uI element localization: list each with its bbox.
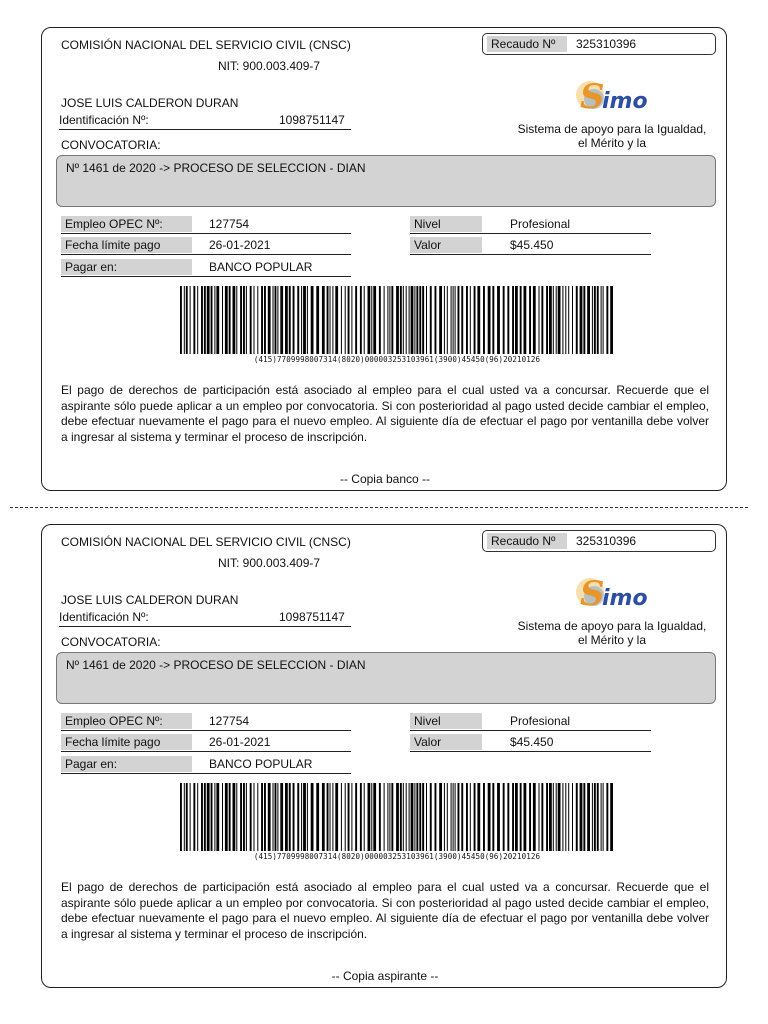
svg-text:S: S bbox=[580, 77, 605, 116]
nivel-field bbox=[410, 216, 651, 234]
institution-name: COMISIÓN NACIONAL DEL SERVICIO CIVIL (CNSC) bbox=[61, 38, 351, 52]
nit-number: NIT: 900.003.409-7 bbox=[218, 556, 321, 570]
payment-slip-bank-copy bbox=[41, 27, 727, 491]
convocatoria-value: Nº 1461 de 2020 -> PROCESO DE SELECCION - DIAN bbox=[66, 161, 366, 175]
recaudo-label: Recaudo Nº bbox=[487, 36, 567, 52]
svg-text:imo: imo bbox=[602, 586, 648, 611]
convocatoria-label: CONVOCATORIA: bbox=[61, 138, 161, 152]
recaudo-box bbox=[482, 530, 716, 552]
system-tagline-2: el Mérito y la bbox=[577, 633, 647, 647]
convocatoria-box bbox=[56, 652, 716, 704]
empleo-value: 127754 bbox=[209, 217, 250, 231]
copy-label: -- Copia banco -- bbox=[339, 472, 431, 486]
nit-number: NIT: 900.003.409-7 bbox=[218, 59, 321, 73]
barcode-text: (415)7709998007314(8020)000003253103961(3900)45450(96)20210126 bbox=[253, 355, 541, 364]
empleo-field bbox=[61, 713, 351, 731]
nivel-label: Nivel bbox=[410, 216, 482, 232]
pagar-value: BANCO POPULAR bbox=[209, 757, 313, 771]
institution-name: COMISIÓN NACIONAL DEL SERVICIO CIVIL (CNSC) bbox=[61, 535, 351, 549]
payment-barcode bbox=[180, 286, 614, 354]
system-tagline-2: el Mérito y la bbox=[577, 136, 647, 150]
pagar-field bbox=[61, 756, 351, 774]
fecha-label: Fecha límite pago bbox=[61, 237, 192, 253]
system-tagline-1: Sistema de apoyo para la Igualdad, bbox=[517, 122, 707, 136]
valor-field bbox=[410, 237, 651, 255]
nivel-field bbox=[410, 713, 651, 731]
barcode-text: (415)7709998007314(8020)000003253103961(3900)45450(96)20210126 bbox=[253, 852, 541, 861]
fecha-value: 26-01-2021 bbox=[209, 735, 271, 749]
fecha-field bbox=[61, 237, 351, 255]
empleo-label: Empleo OPEC Nº: bbox=[61, 713, 192, 729]
cut-line bbox=[10, 507, 748, 508]
identification-label: Identificación Nº: bbox=[59, 610, 149, 624]
svg-text:S: S bbox=[580, 574, 605, 613]
recaudo-box bbox=[482, 33, 716, 55]
valor-value: $45.450 bbox=[510, 238, 554, 252]
empleo-field bbox=[61, 216, 351, 234]
identification-row bbox=[59, 113, 351, 130]
system-tagline-1: Sistema de apoyo para la Igualdad, bbox=[517, 619, 707, 633]
valor-label: Valor bbox=[410, 237, 482, 253]
valor-field bbox=[410, 734, 651, 752]
valor-value: $45.450 bbox=[510, 735, 554, 749]
payment-instructions: El pago de derechos de participación está asociado al empleo para el cual usted va a concursar. Recuerde que el aspirante sólo puede aplicar a un empleo por convocatoria. Si con posterioridad al pago usted decide cambiar el empleo, debe efectuar nuevamente el pago para el nuevo empleo. Al siguiente día de efectuar el pago por ventanilla debe volver a ingresar al sistema y terminar el proceso de inscripción. bbox=[61, 383, 709, 444]
svg-text:imo: imo bbox=[602, 89, 648, 114]
identification-row bbox=[59, 610, 351, 627]
recaudo-number: 325310396 bbox=[576, 534, 637, 548]
payment-slip-applicant-copy bbox=[41, 524, 727, 988]
pagar-value: BANCO POPULAR bbox=[209, 260, 313, 274]
identification-value: 1098751147 bbox=[279, 610, 345, 624]
empleo-label: Empleo OPEC Nº: bbox=[61, 216, 192, 232]
simo-logo bbox=[570, 70, 650, 116]
applicant-name: JOSE LUIS CALDERON DURAN bbox=[61, 593, 239, 607]
fecha-value: 26-01-2021 bbox=[209, 238, 271, 252]
fecha-field bbox=[61, 734, 351, 752]
valor-label: Valor bbox=[410, 734, 482, 750]
pagar-field bbox=[61, 259, 351, 277]
identification-value: 1098751147 bbox=[279, 113, 345, 127]
empleo-value: 127754 bbox=[209, 714, 250, 728]
pagar-label: Pagar en: bbox=[61, 259, 192, 275]
convocatoria-box bbox=[56, 155, 716, 207]
payment-instructions: El pago de derechos de participación está asociado al empleo para el cual usted va a concursar. Recuerde que el aspirante sólo puede aplicar a un empleo por convocatoria. Si con posterioridad al pago usted decide cambiar el empleo, debe efectuar nuevamente el pago para el nuevo empleo. Al siguiente día de efectuar el pago por ventanilla debe volver a ingresar al sistema y terminar el proceso de inscripción. bbox=[61, 880, 709, 941]
pagar-label: Pagar en: bbox=[61, 756, 192, 772]
convocatoria-label: CONVOCATORIA: bbox=[61, 635, 161, 649]
identification-label: Identificación Nº: bbox=[59, 113, 149, 127]
recaudo-label: Recaudo Nº bbox=[487, 533, 567, 549]
nivel-value: Profesional bbox=[510, 217, 571, 231]
convocatoria-value: Nº 1461 de 2020 -> PROCESO DE SELECCION - DIAN bbox=[66, 658, 366, 672]
simo-logo bbox=[570, 567, 650, 613]
copy-label: -- Copia aspirante -- bbox=[331, 969, 439, 983]
nivel-label: Nivel bbox=[410, 713, 482, 729]
nivel-value: Profesional bbox=[510, 714, 571, 728]
fecha-label: Fecha límite pago bbox=[61, 734, 192, 750]
applicant-name: JOSE LUIS CALDERON DURAN bbox=[61, 96, 239, 110]
recaudo-number: 325310396 bbox=[576, 37, 637, 51]
payment-barcode bbox=[180, 783, 614, 851]
